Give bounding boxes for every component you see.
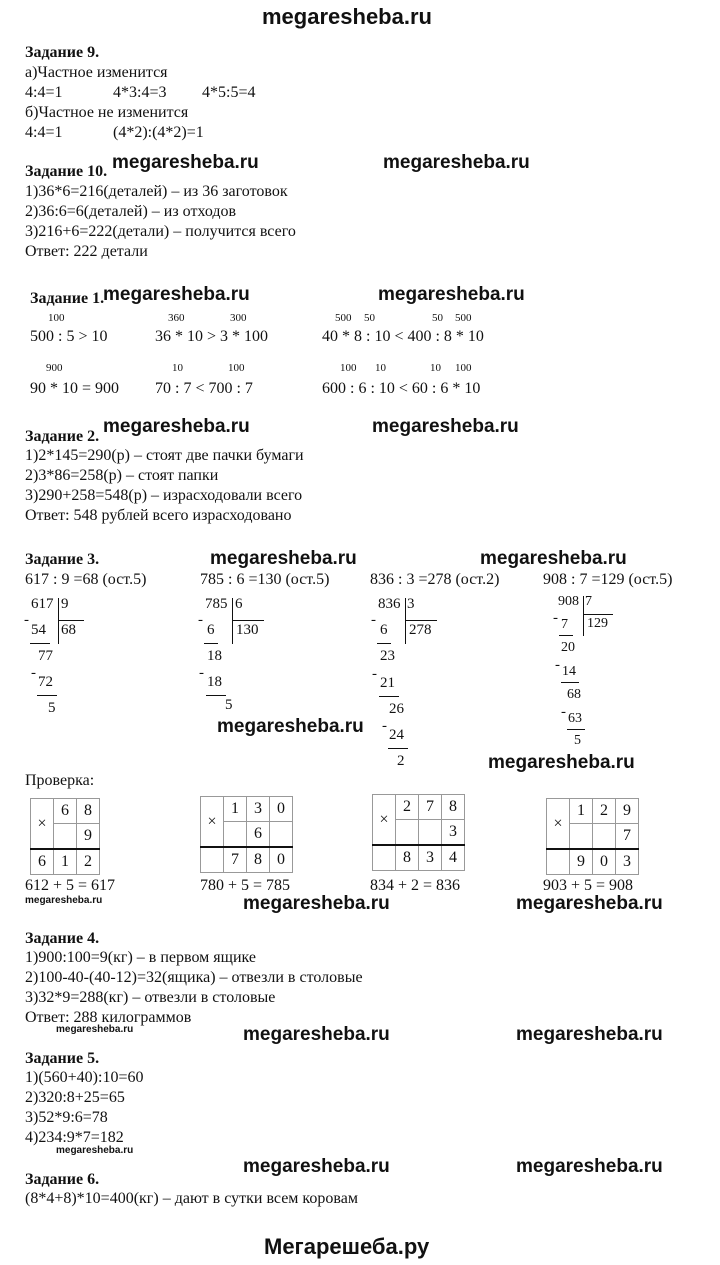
task1-e6-annot: 10	[430, 362, 441, 374]
task4-title: Задание 4.	[25, 930, 100, 947]
remainder-step: 20	[561, 640, 575, 655]
check-title: Проверка:	[25, 772, 95, 789]
task9-a3: 4*5:5=4	[202, 84, 256, 101]
minus-sign: -	[553, 610, 558, 626]
task4-line1: 1)900:100=9(кг) – в первом ящике	[25, 949, 256, 966]
quotient: 278	[409, 622, 432, 638]
watermark: megaresheba.ru	[103, 416, 250, 437]
task3-eq2: 785 : 6 =130 (ост.5)	[200, 571, 330, 588]
task5-line3: 3)52*9:6=78	[25, 1109, 108, 1126]
task1-expr3: 40 * 8 : 10 < 400 : 8 * 10	[322, 328, 484, 345]
task9-b-label: б)Частное не изменится	[25, 104, 189, 121]
task1-e6-annot: 10	[375, 362, 386, 374]
dividend: 617	[31, 596, 54, 612]
task1-e1-annot: 100	[48, 312, 65, 324]
watermark: megaresheba.ru	[25, 895, 103, 906]
watermark: megaresheba.ru	[56, 1024, 134, 1035]
task1-e3-annot: 50	[432, 312, 443, 324]
task1-e4-annot: 900	[46, 362, 63, 374]
task2-line2: 2)3*86=258(р) – стоят папки	[25, 467, 219, 484]
subtrahend: 6	[207, 622, 215, 638]
task1-e6-annot: 100	[455, 362, 472, 374]
task1-expr1: 500 : 5 > 10	[30, 328, 108, 345]
watermark: megaresheba.ru	[383, 152, 530, 173]
task10-line3: 3)216+6=222(детали) – получится всего	[25, 223, 296, 240]
minus-sign: -	[382, 718, 387, 734]
times-sign: ×	[373, 795, 396, 846]
task1-e5-annot: 100	[228, 362, 245, 374]
task6-title: Задание 6.	[25, 1171, 100, 1188]
task9-a1: 4:4=1	[25, 84, 63, 101]
task2-answer: Ответ: 548 рублей всего израсходовано	[25, 507, 292, 524]
task1-e2-annot: 300	[230, 312, 247, 324]
remainder-step: 77	[38, 648, 53, 664]
times-sign: ×	[201, 797, 224, 848]
divisor: 9	[61, 596, 69, 612]
task1-title: Задание 1.	[30, 290, 105, 307]
subtrahend: 24	[389, 727, 404, 743]
watermark: megaresheba.ru	[516, 1024, 663, 1045]
check-eq-1: 612 + 5 = 617	[25, 877, 116, 894]
minus-sign: -	[198, 612, 203, 628]
subtrahend: 14	[562, 664, 576, 679]
watermark: megaresheba.ru	[103, 284, 250, 305]
minus-sign: -	[372, 666, 377, 682]
task4-line3: 3)32*9=288(кг) – отвезли в столовые	[25, 989, 276, 1006]
watermark: megaresheba.ru	[112, 152, 259, 173]
subtrahend: 72	[38, 674, 53, 690]
task3-eq1: 617 : 9 =68 (ост.5)	[25, 571, 147, 588]
task3-eq3: 836 : 3 =278 (ост.2)	[370, 571, 500, 588]
task9-title: Задание 9.	[25, 44, 100, 61]
check-grid-2: × 1 3 0 6 7 8 0	[200, 796, 293, 873]
quotient: 130	[236, 622, 259, 638]
quotient: 68	[61, 622, 76, 638]
subtrahend: 6	[380, 622, 388, 638]
divisor: 7	[585, 594, 592, 609]
remainder-step: 18	[207, 648, 222, 664]
task2-line1: 1)2*145=290(р) – стоят две пачки бумаги	[25, 447, 304, 464]
quotient: 129	[587, 616, 608, 631]
task2-line3: 3)290+258=548(р) – израсходовали всего	[25, 487, 303, 504]
minus-sign: -	[199, 665, 204, 681]
watermark: megaresheba.ru	[243, 1156, 390, 1177]
task9-a-label: а)Частное изменится	[25, 64, 168, 81]
watermark: megaresheba.ru	[488, 752, 635, 773]
dividend: 785	[205, 596, 228, 612]
task9-b2: (4*2):(4*2)=1	[113, 124, 204, 141]
task1-e3-annot: 50	[364, 312, 375, 324]
remainder-step: 26	[389, 701, 404, 717]
task1-e5-annot: 10	[172, 362, 183, 374]
remainder: 5	[225, 697, 233, 713]
task6-line1: (8*4+8)*10=400(кг) – дают в сутки всем коровам	[25, 1190, 358, 1207]
watermark: megaresheba.ru	[516, 893, 663, 914]
minus-sign: -	[371, 612, 376, 628]
minus-sign: -	[561, 704, 566, 720]
task3-eq4: 908 : 7 =129 (ост.5)	[543, 571, 673, 588]
task1-expr5: 70 : 7 < 700 : 7	[155, 380, 253, 397]
watermark: megaresheba.ru	[56, 1145, 134, 1156]
watermark: megaresheba.ru	[243, 893, 390, 914]
check-eq-4: 903 + 5 = 908	[543, 877, 634, 894]
task10-line1: 1)36*6=216(деталей) – из 36 заготовок	[25, 183, 288, 200]
task1-e3-annot: 500	[455, 312, 472, 324]
remainder: 5	[48, 700, 56, 716]
watermark: megaresheba.ru	[516, 1156, 663, 1177]
task4-answer: Ответ: 288 килограммов	[25, 1009, 192, 1026]
task9-b1: 4:4=1	[25, 124, 63, 141]
divisor: 6	[235, 596, 243, 612]
task5-line2: 2)320:8+25=65	[25, 1089, 125, 1106]
subtrahend: 18	[207, 674, 222, 690]
task2-title: Задание 2.	[25, 428, 100, 445]
task10-line2: 2)36:6=6(деталей) – из отходов	[25, 203, 237, 220]
task9-a2: 4*3:4=3	[113, 84, 167, 101]
minus-sign: -	[24, 612, 29, 628]
task1-e3-annot: 500	[335, 312, 352, 324]
remainder-step: 23	[380, 648, 395, 664]
check-eq-3: 834 + 2 = 836	[370, 877, 461, 894]
subtrahend: 63	[568, 711, 582, 726]
minus-sign: -	[555, 657, 560, 673]
dividend: 836	[378, 596, 401, 612]
check-grid-1: × 6 8 9 6 1 2	[30, 798, 100, 875]
task5-line4: 4)234:9*7=182	[25, 1129, 124, 1146]
times-sign: ×	[547, 799, 570, 850]
task1-expr6: 600 : 6 : 10 < 60 : 6 * 10	[322, 380, 481, 397]
check-grid-4: × 1 2 9 7 9 0 3	[546, 798, 639, 875]
watermark: megaresheba.ru	[372, 416, 519, 437]
task5-title: Задание 5.	[25, 1050, 100, 1067]
remainder-step: 68	[567, 687, 581, 702]
remainder: 5	[574, 733, 581, 748]
divisor: 3	[407, 596, 415, 612]
watermark: megaresheba.ru	[210, 548, 357, 569]
check-eq-2: 780 + 5 = 785	[200, 877, 291, 894]
watermark: megaresheba.ru	[480, 548, 627, 569]
task5-line1: 1)(560+40):10=60	[25, 1069, 144, 1086]
times-sign: ×	[31, 799, 54, 850]
task1-expr4: 90 * 10 = 900	[30, 380, 120, 397]
watermark: megaresheba.ru	[243, 1024, 390, 1045]
site-footer: Мегарешеба.ру	[264, 1234, 430, 1259]
watermark: megaresheba.ru	[378, 284, 525, 305]
task10-title: Задание 10.	[25, 163, 108, 180]
task4-line2: 2)100-40-(40-12)=32(ящика) – отвезли в столовые	[25, 969, 363, 986]
task1-e6-annot: 100	[340, 362, 357, 374]
site-header: megaresheba.ru	[262, 4, 432, 29]
subtrahend: 21	[380, 675, 395, 691]
subtrahend: 54	[31, 622, 46, 638]
check-grid-3: × 2 7 8 3 8 3 4	[372, 794, 465, 871]
task1-e2-annot: 360	[168, 312, 185, 324]
task3-title: Задание 3.	[25, 551, 100, 568]
watermark: megaresheba.ru	[217, 716, 364, 737]
task10-answer: Ответ: 222 детали	[25, 243, 148, 260]
task1-expr2: 36 * 10 > 3 * 100	[155, 328, 269, 345]
subtrahend: 7	[561, 617, 568, 632]
dividend: 908	[558, 594, 579, 609]
minus-sign: -	[31, 665, 36, 681]
remainder: 2	[397, 753, 405, 769]
